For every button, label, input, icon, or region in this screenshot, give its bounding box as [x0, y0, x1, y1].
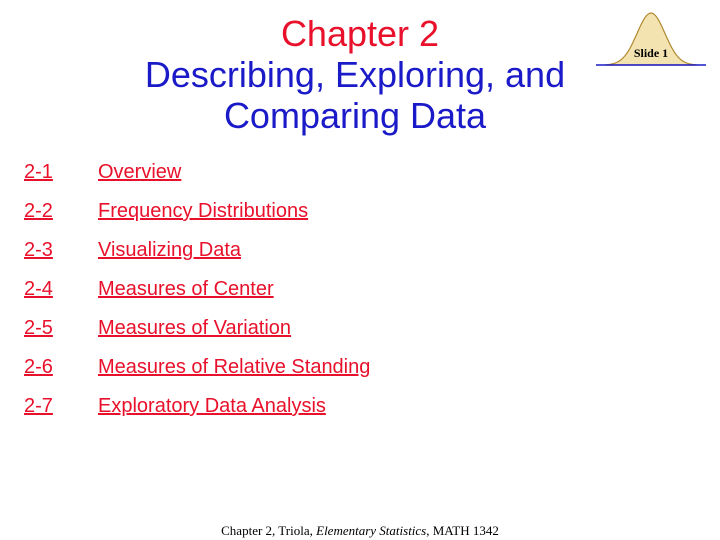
toc-item[interactable] [24, 355, 370, 394]
toc-number: 2-3 [24, 239, 53, 261]
toc-number: 2-1 [24, 161, 53, 183]
table-of-contents [24, 160, 370, 433]
toc-number: 2-2 [24, 200, 53, 222]
toc-number: 2-4 [24, 278, 53, 300]
toc-label: Exploratory Data Analysis [98, 395, 326, 417]
toc-number: 2-6 [24, 356, 53, 378]
toc-item[interactable] [24, 277, 370, 316]
toc-label: Frequency Distributions [98, 200, 309, 222]
footer-prefix: Chapter 2, Triola, [221, 523, 317, 538]
toc-label: Measures of Variation [98, 317, 292, 339]
toc-item[interactable] [24, 316, 370, 355]
toc-label: Measures of Center [98, 278, 274, 300]
toc-item[interactable] [24, 394, 370, 433]
footer-book-title: Elementary Statistics [316, 523, 427, 538]
toc-number: 2-5 [24, 317, 53, 339]
toc-item[interactable] [24, 238, 370, 277]
toc-label: Visualizing Data [98, 239, 242, 261]
chapter-heading: Chapter 2 [280, 13, 440, 54]
footer-suffix: , MATH 1342 [426, 523, 499, 538]
toc-item[interactable] [24, 160, 370, 199]
toc-label: Measures of Relative Standing [98, 356, 371, 378]
toc-link-2-1[interactable] [24, 161, 181, 183]
toc-link-2-3[interactable] [24, 239, 241, 261]
footer-citation [0, 523, 720, 539]
toc-label: Overview [98, 161, 182, 183]
toc-link-2-2[interactable] [24, 200, 308, 222]
subtitle-line-2: Comparing Data [223, 95, 487, 136]
slide-number-label: Slide 1 [633, 46, 669, 60]
toc-link-2-7[interactable] [24, 395, 326, 417]
slide-badge [596, 8, 706, 70]
toc-number: 2-7 [24, 395, 53, 417]
toc-item[interactable] [24, 199, 370, 238]
toc-link-2-6[interactable] [24, 356, 370, 378]
subtitle-line-1: Describing, Exploring, and [144, 54, 566, 95]
toc-link-2-5[interactable] [24, 317, 291, 339]
toc-link-2-4[interactable] [24, 278, 274, 300]
